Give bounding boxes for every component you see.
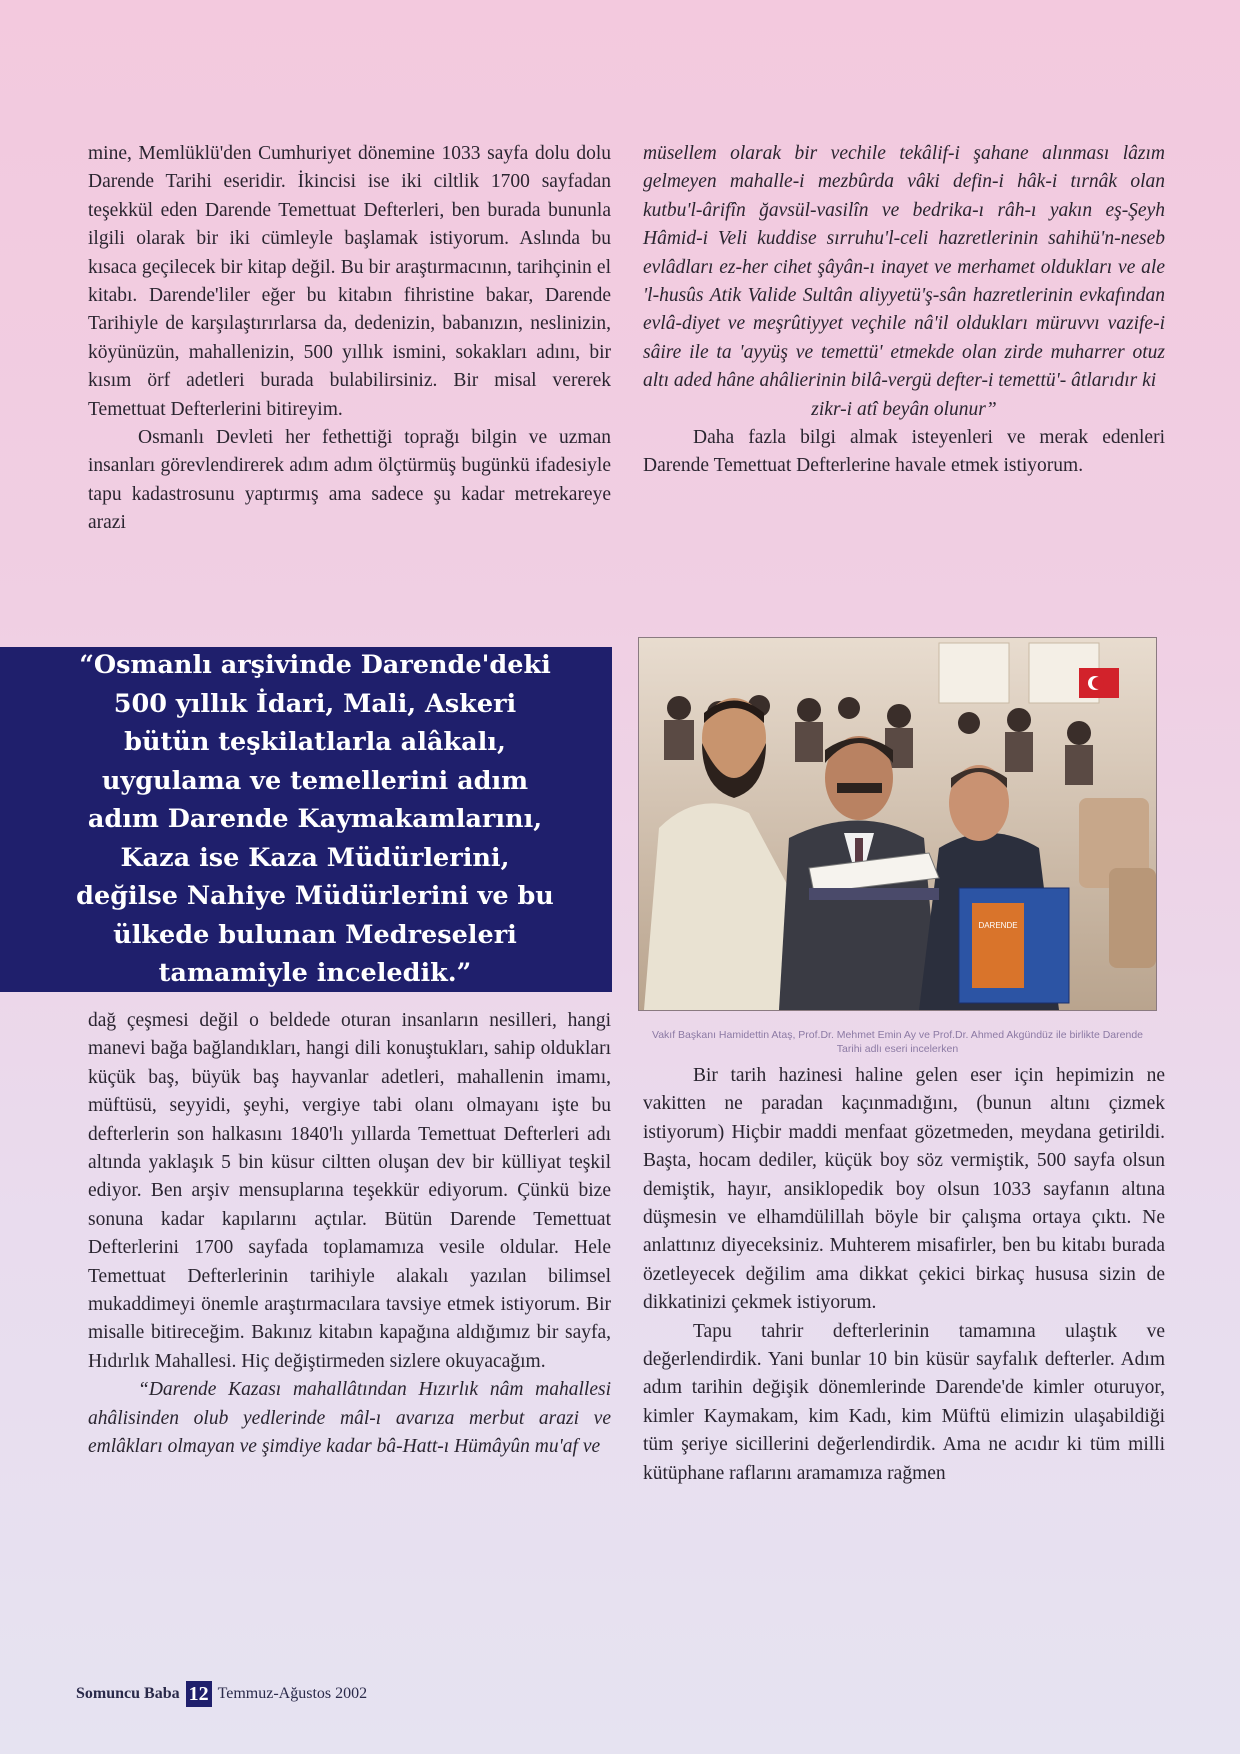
paragraph: Bir tarih hazinesi haline gelen eser için hepimizin ne vakitten ne paradan kaçınmadığını, (bunun altını çizmek istiyorum) Hiçbir maddi menfaat gözetmeden, meydana getirildi. Başta, hocam dediler, küçük boy söz vermiştik, 500 sayfa olsun demiştik, hayır, ansiklopedik boy olsun 1033 sayfanın altına düşmesin ve elhamdülillah böyle bir çalışma ortaya çıktı. Ne anlattınız diyeceksiniz. Muhterem misafirler, ben bu kitabı burada özetleyecek değilim ama dikkat çekici birkaç hususa sizin de dikkatinizi çekmek istiyorum. — [643, 1065, 1165, 1314]
issue-date: Temmuz-Ağustos 2002 — [217, 1685, 368, 1702]
paragraph: mine, Memlüklü'den Cumhuriyet dönemine 1033 sayfa dolu dolu Darende Tarihi eseridir. İkincisi ise iki ciltlik 1700 sayfadan teşekkül eden Darende Temettuat Defterleri, ben burada bununla ilgili olarak bir iki cümleyle başlamak istiyorum. Aslında bu kısaca geçilecek bir kitap değil. Bu bir araştırmacının, tarihçinin el kitabı. Darende'liler eğer bu kitabın fihristine bakar, Darende Tarihiyle de karşılaştırırlarsa da, dedenizin, babanızın, neslinizin, köyünüzün, mahallenizin, 500 yıllık ismini, sokakları adını, bir kısım örf adetleri burada bulabilirsiniz. Bir misal vererek Temettuat Defterlerini bitireyim. — [88, 143, 611, 420]
right-column-bottom — [643, 1062, 1165, 1488]
pull-quote-box — [0, 647, 612, 992]
photo-illustration — [639, 638, 1156, 1010]
page-number: 12 — [186, 1681, 212, 1707]
quote-paragraph: müsellem olarak bir vechile tekâlif-i şahane alınması lâzım gelmeyen mahalle-i mezbûrda vâki defin-i hâk-i tırnâk olan kutbu'l-ârifîn ğavsül-vasilîn ve bedrika-ı râh-ı yakın eş-Şeyh Hâmid-i Veli kuddise sırruhu'l-celi hazretlerinin sahihü'n-neseb evlâdları ez-her cihet şâyân-ı inayet ve merhamet oldukları ve ale 'l-husûs Atik Valide Sultân aliyyetü'ş-sân hazretlerinin evkafından evlâ-diyet ve meşrûtiyyet veçhile nâ'il oldukları müruvvı vazife-i sâire ile ta 'ayyüş ve temettü' etmekde olan zirde muharrer otuz altı aded hâne ahâlierinin bilâ-vergü defter-i temettü'- âtlarıdır ki — [643, 143, 1165, 392]
paragraph: Osmanlı Devleti her fethettiği toprağı bilgin ve uzman insanları görevlendirerek adım adım ölçtürmüş bugünkü ifadesiyle tapu kadastrosunu yaptırmış ama sadece şu kadar metrekareye arazi — [88, 427, 611, 534]
paragraph: dağ çeşmesi değil o beldede oturan insanların nesilleri, hangi manevi bağa bağlandıkları, hangi dili konuştukları, sahip oldukları küçük baş, büyük baş hayvanlar adetleri, mahallenin imamı, müftüsü, seyyidi, şeyhi, vergiye tabi olanı olmayanı işte bu defterlerin son halkasını 1840'lı yıllarda Temettuat Defterleri adı altında yaklaşık 5 bin küsur ciltten oluşan dev bir külliyat teşkil ediyor. Ben arşiv mensuplarına teşekkür ediyorum. Çünkü bize sonuna kadar kapılarını açtılar. Bütün Darende Temettuat Defterlerini 1700 sayfada toplamamıza vesile oldular. Hele Temettuat Defterlerinin tarihiyle alakalı yazılan bilimsel mukaddimeyi önemle araştırmacılara tavsiye etmek istiyorum. Bir misalle bitireceğim. Bakınız kitabın kapağına aldığımız bir sayfa, Hıdırlık Mahallesi. Hiç değiştirmeden sizlere okuyacağım. — [88, 1010, 611, 1372]
left-column-bottom — [88, 1007, 611, 1462]
page-footer — [76, 1680, 367, 1708]
magazine-name: Somuncu Baba — [76, 1685, 180, 1702]
quote-closing-line: zikr-i atî beyân olunur” — [811, 398, 997, 420]
left-column-top — [88, 140, 611, 538]
event-photo — [638, 637, 1157, 1011]
pull-quote: “Osmanlı arşivinde Darende'deki 500 yıllık İdari, Mali, Askeri bütün teşkilatlarla alâkalı, uygulama ve temellerini adım adım Darende Kaymakamlarını, Kaza ise Kaza Müdürlerini, değilse Nahiye Müdürlerini ve bu ülkede bulunan Medreseleri tamamiyle inceledik.” — [76, 650, 554, 989]
photo-caption: Vakıf Başkanı Hamidettin Ataş, Prof.Dr. Mehmet Emin Ay ve Prof.Dr. Ahmed Akgündüz ile birlikte Darende Tarihi adlı eseri incelerken — [651, 1029, 1143, 1055]
paragraph: Tapu tahrir defterlerinin tamamına ulaştık ve değerlendirdik. Yani bunlar 10 bin küsür sayfalık defterler. Adım adım tarihin değişik dönemlerinde Darende'de kimler oturuyor, kimler Kaymakam, kim Kadı, kim Müftü elimizin ulaşabildiği tüm şeriye sicillerini değerlendirdik. Ama ne acıdır ki tüm milli kütüphane raflarını aramamıza rağmen — [643, 1320, 1165, 1484]
quote-paragraph: “Darende Kazası mahallâtından Hızırlık nâm mahallesi ahâlisinden olub yedlerinde mâl-ı avarıza merbut arazi ve emlâkları olmayan ve şimdiye kadar bâ-Hatt-ı Hümâyûn mu'af ve — [88, 1379, 611, 1458]
right-column-top — [643, 140, 1165, 481]
paragraph: Daha fazla bilgi almak isteyenleri ve merak edenleri Darende Temettuat Defterlerine havale etmek istiyorum. — [643, 427, 1165, 477]
book-cover-label: DARENDE — [978, 921, 1018, 930]
